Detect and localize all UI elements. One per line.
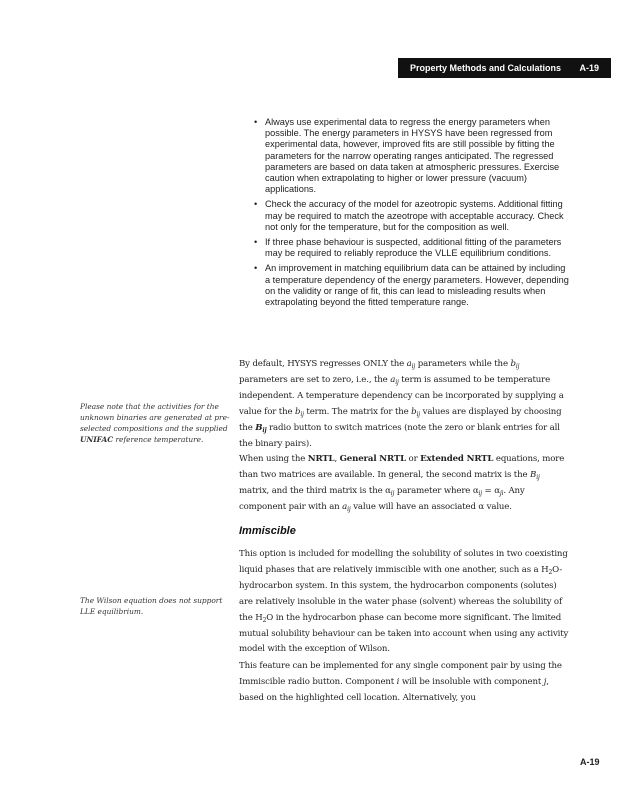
guideline-bullet-list bbox=[254, 117, 572, 312]
bullet-item: • If three phase behaviour is suspected, additional fitting of the parameters may be required to reliably reproduce the VLLE equilibrium conditions. bbox=[254, 237, 572, 259]
bullet-item: • Always use experimental data to regress the energy parameters when possible. The energy parameters in HYSYS have been regressed from experimental data, however, improved fits are still possible by fitting the parameters for the narrow operating ranges anticipated. The regressed parameters are based on data taken at atmospheric pressures. Exercise caution when extrapolating to higher or lower pressure (vacuum) applications. bbox=[254, 117, 572, 195]
running-header bbox=[398, 58, 611, 78]
paragraph-immiscible-description: This option is included for modelling the solubility of solutes in two coexisting liquid phases that are relatively immiscible with one another, such as a $H_2O$-hydrocarbon system. In this system, the hydrocarbon components (solutes) are relatively insoluble in the water phase (solvent) whereas the solubility of the $H_2O$ in the hydrocarbon phase can become more significant. The limited mutual solubility behaviour can be taken into account when using any activity model with the exception of Wilson. bbox=[239, 549, 569, 655]
margin-note-unknown-binaries: Please note that the activities for the unknown binaries are generated at pre-selected compositions and the supplied UNIFAC reference temperature. bbox=[80, 402, 230, 444]
bullet-item: • Check the accuracy of the model for azeotropic systems. Additional fitting may be required to match the azeotrope with acceptable accuracy. Check not only for the temperature, but for the composition as well. bbox=[254, 199, 572, 233]
paragraph-immiscible-usage: This feature can be implemented for any single component pair by using the Immiscible radio button. Component i will be insoluble with component j, based on the highlighted cell location. Alternatively, you bbox=[239, 661, 562, 703]
paragraph-default-regression: By default, HYSYS regresses ONLY the $a_{ij}$ parameters while the $b_{ij}$ parameters are set to zero, i.e., the $a_{ij}$ term is assumed to be temperature independent. A temperature dependency can be incorporated by supplying a value for the $b_{ij}$ term. The matrix for the $b_{ij}$ values are displayed by choosing the $B_{ij}$ radio button to switch matrices (note the zero or blank entries for all the binary pairs). bbox=[239, 359, 564, 449]
paragraph-nrtl-matrices: When using the NRTL, General NRTL or Extended NRTL equations, more than two matrices are available. In general, the second matrix is the $B_{ij}$ matrix, and the third matrix is the $\alpha_{ij}$ parameter where $\alpha_{ij} = \alpha_{ji}$. Any component pair with an $a_{ij}$ value will have an associated α value. bbox=[239, 454, 565, 513]
bullet-item: • An improvement in matching equilibrium data can be attained by including a temperature dependency of the energy parameters. However, depending on the validity or range of fit, this can lead to misleading results when extrapolating beyond the fitted temperature range. bbox=[254, 263, 572, 308]
header-page-number: A-19 bbox=[579, 63, 599, 73]
margin-note-wilson: The Wilson equation does not support LLE equilibrium. bbox=[80, 596, 223, 616]
header-title: Property Methods and Calculations bbox=[410, 63, 562, 73]
section-heading-immiscible: Immiscible bbox=[239, 525, 296, 537]
footer-page-number: A-19 bbox=[580, 757, 600, 767]
